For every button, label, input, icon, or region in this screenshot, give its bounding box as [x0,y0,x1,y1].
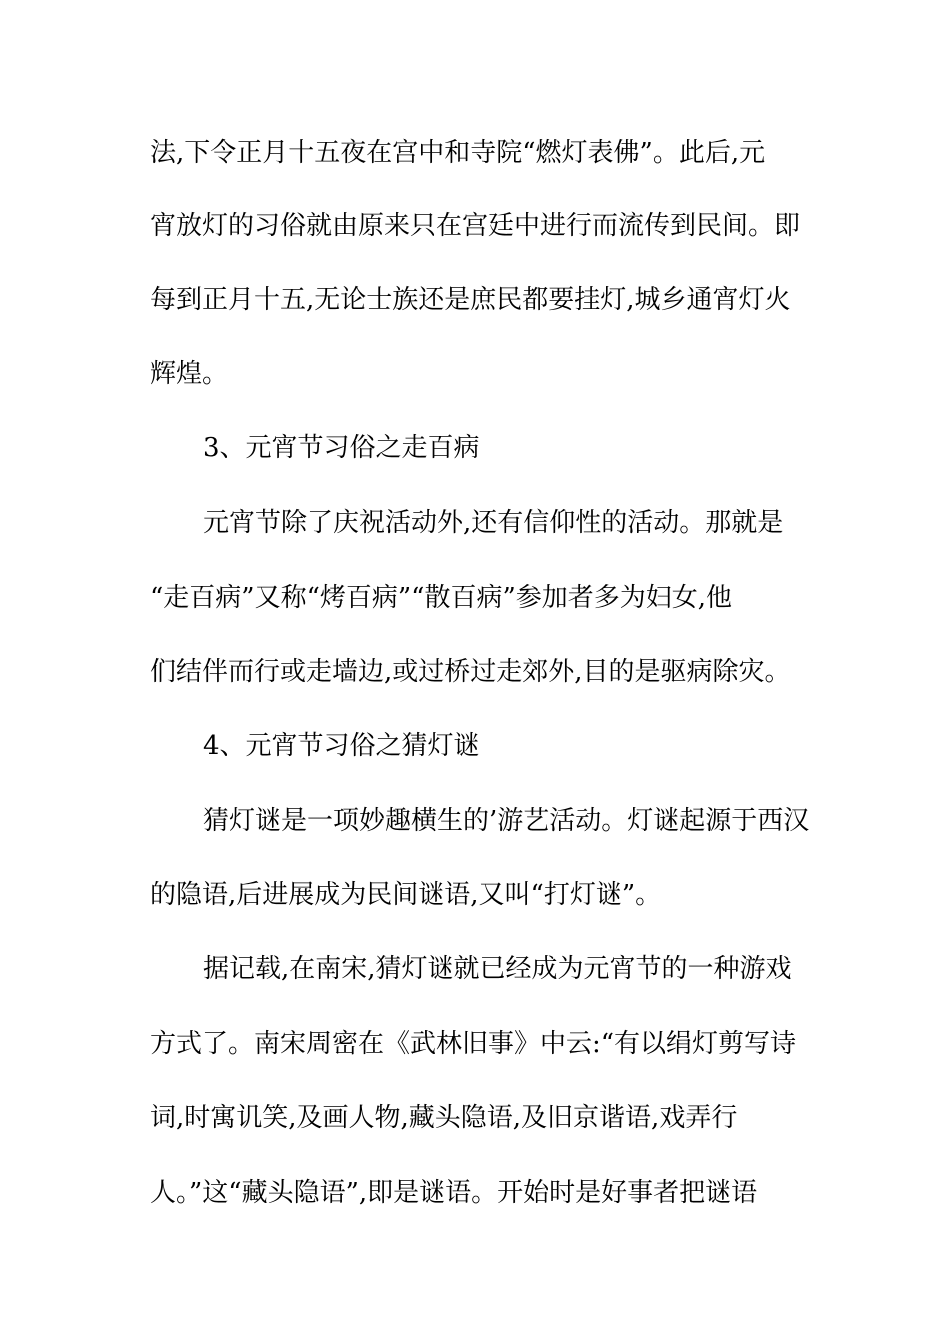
paragraph-line: 辉煌。 [150,359,229,389]
paragraph-line: “走百病”又称“烤百病”“散百病”参加者多为妇女,他 [150,583,733,613]
paragraph-line: 每到正月十五,无论士族还是庶民都要挂灯,城乡通宵灯火 [150,285,791,315]
paragraph-line: 人。”这“藏头隐语”,即是谜语。开始时是好事者把谜语 [150,1178,758,1208]
paragraph-line: 法,下令正月十五夜在宫中和寺院“燃灯表佛”。此后,元 [150,138,766,168]
paragraph-line: 们结伴而行或走墙边,或过桥过走郊外,目的是驱病除灾。 [150,657,791,687]
section-heading: 3、元宵节习俗之走百病 [203,433,480,463]
paragraph-line: 的隐语,后进展成为民间谜语,又叫“打灯谜”。 [150,880,662,910]
paragraph-line: 元宵节除了庆祝活动外,还有信仰性的活动。那就是 [203,508,784,538]
paragraph-line: 据记载,在南宋,猜灯谜就已经成为元宵节的一种游戏 [203,954,792,984]
paragraph-line: 猜灯谜是一项妙趣横生的’游艺活动。灯谜起源于西汉 [203,806,810,836]
section-heading: 4、元宵节习俗之猜灯谜 [203,731,480,761]
paragraph-line: 宵放灯的习俗就由原来只在宫廷中进行而流传到民间。即 [150,211,801,241]
paragraph-line: 词,时寓讥笑,及画人物,藏头隐语,及旧京谐语,戏弄行 [150,1103,738,1133]
paragraph-line: 方式了。南宋周密在《武林旧事》中云:“有以绢灯剪写诗 [150,1029,797,1059]
